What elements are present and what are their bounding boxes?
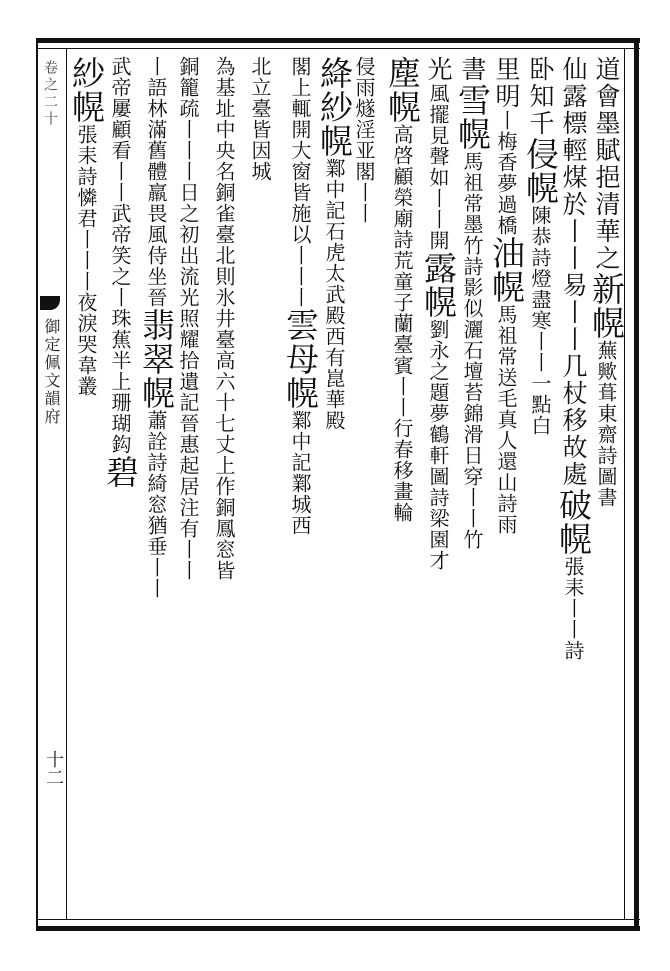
- text-column: [315, 56, 354, 431]
- entry-text: 丨梅香夢過橋: [494, 110, 518, 236]
- fish-tail-mark: [40, 296, 60, 310]
- page-number: 十二: [43, 750, 64, 786]
- entry-headword: 碧: [101, 455, 140, 489]
- entry-text: 銅籠疏丨丨丨日之初出流光照耀拾遺記晉惠起居注有丨丨: [176, 56, 200, 581]
- entry-text: 子蘭臺賓丨丨行春移畫輪: [390, 292, 414, 523]
- entry-headword: 油幌: [487, 236, 526, 304]
- entry-text: 馬祖常送毛真人還山詩雨: [494, 304, 518, 535]
- text-column: [383, 56, 422, 523]
- entry-text: 鄴中記石虎太武殿西有崑華殿: [322, 158, 346, 431]
- entry-headword: 塵幌: [383, 56, 422, 124]
- text-column: [101, 56, 140, 489]
- text-column: [176, 56, 201, 581]
- entry-headword: 雪幌: [453, 83, 492, 151]
- right-border-inner: [624, 48, 625, 920]
- right-border: [634, 38, 639, 931]
- text-column: [67, 56, 106, 397]
- entry-headword: 紗幌: [67, 56, 106, 124]
- entry-text: 光: [424, 56, 453, 83]
- entry-text: 陳恭詩燈盡寒丨丨一點白: [528, 205, 552, 436]
- entry-text: 丨夜淚哭韋叢: [74, 271, 98, 397]
- text-column: [587, 56, 626, 508]
- entry-text: 灑石壇苔錦滑日穿丨丨竹: [460, 319, 484, 550]
- entry-text: 書: [458, 56, 487, 83]
- margin-heading: 卷之二十: [42, 60, 58, 128]
- text-column: [212, 56, 237, 581]
- entry-text: 馬祖常墨竹詩影似: [460, 151, 484, 319]
- entry-text: 丨語林滿舊體羸畏風侍坐晉: [144, 56, 168, 308]
- text-column: [352, 56, 377, 224]
- entry-text: 張耒詩憐君丨丨: [74, 124, 98, 271]
- text-column: [487, 56, 526, 535]
- entry-text: 卧知千: [526, 56, 555, 137]
- top-border: [36, 38, 640, 43]
- book-title: 御定佩文韻府: [42, 318, 61, 426]
- entry-text: 高啓顧榮廟詩荒童: [390, 124, 414, 292]
- entry-headword: 露幌: [419, 251, 458, 319]
- entry-text: 風擺見聲如丨丨開: [426, 83, 450, 251]
- entry-text: 侵雨燧淫亚閣丨丨: [352, 56, 376, 224]
- text-column: [453, 56, 492, 550]
- top-border-inner: [36, 48, 640, 49]
- entry-text: 劉永之題夢鶴軒圖詩梁園才: [426, 319, 450, 571]
- entry-headword: 絳紗幌: [315, 56, 354, 158]
- entry-headword: 翡翠幌: [137, 308, 176, 410]
- entry-headword: 侵幌: [521, 137, 560, 205]
- entry-text: 為基址中央名銅雀臺北則氷井臺高六十七丈上作銅鳳窓皆: [212, 56, 236, 581]
- entry-headword: 破幌: [554, 488, 593, 556]
- bottom-border-inner: [36, 919, 640, 920]
- entry-text: 北立臺皆因城: [248, 56, 272, 182]
- text-column: [521, 56, 560, 436]
- text-column: [554, 56, 593, 661]
- text-column: [281, 56, 320, 536]
- entry-text: 張耒丨丨詩: [561, 556, 585, 661]
- entry-text: 武帝屢顧看丨丨武帝笑之: [108, 56, 132, 287]
- entry-text: 閣上輒開大窗皆施以丨丨丨: [288, 56, 312, 308]
- margin-border-right: [66, 48, 67, 920]
- entry-headword: 新幌: [587, 272, 626, 340]
- entry-headword: 雲母幌: [281, 308, 320, 410]
- text-column: [419, 56, 458, 571]
- entry-text: 仙露標輕煤於丨丨易丨丨几杖移故處: [559, 56, 588, 488]
- margin-border-left: [36, 38, 38, 931]
- bottom-border: [36, 926, 640, 931]
- text-column: [248, 56, 273, 182]
- entry-text: 蕪歟葺東齋詩圖書: [594, 340, 618, 508]
- entry-text: 蕭詮詩綺窓猶垂丨丨: [144, 410, 168, 599]
- entry-text: 里明: [492, 56, 521, 110]
- text-column: [137, 56, 176, 599]
- entry-text: 道會墨賦挹清華之: [592, 56, 621, 272]
- entry-text: 丨珠蕉半上珊瑚鈎: [108, 287, 132, 455]
- entry-text: 鄴中記鄴城西: [288, 410, 312, 536]
